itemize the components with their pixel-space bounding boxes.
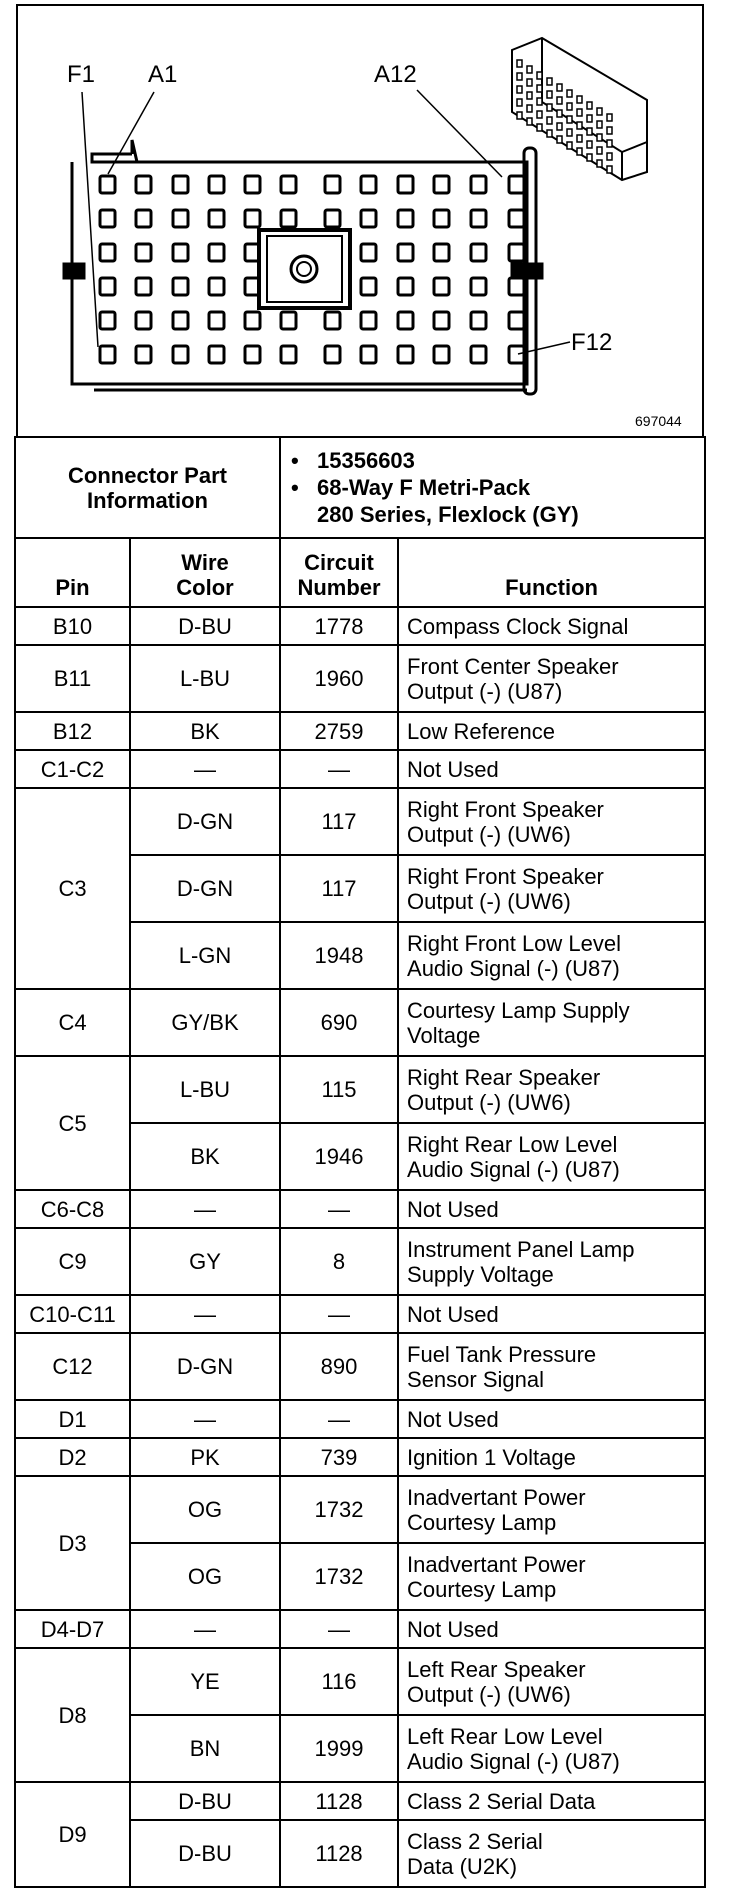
mini-pin xyxy=(537,111,542,118)
mini-connector-icon xyxy=(512,38,647,180)
connector-info-row xyxy=(15,437,705,538)
pin-cavity xyxy=(361,278,376,295)
circuit-number-cell: 1128 xyxy=(280,1820,398,1887)
pin-cavity xyxy=(209,346,224,363)
pin-cavity xyxy=(361,312,376,329)
pin-cavity xyxy=(509,210,524,227)
circuit-number-cell: — xyxy=(280,1295,398,1333)
function-line: Courtesy Lamp xyxy=(407,1576,557,1602)
label-a12: A12 xyxy=(374,61,417,88)
circuit-number-cell: 1946 xyxy=(280,1123,398,1190)
wire-color-cell: L-BU xyxy=(130,645,280,712)
wire-color-cell: — xyxy=(130,1190,280,1228)
mini-pin xyxy=(597,160,602,167)
mini-pin xyxy=(527,118,532,125)
function-cell xyxy=(398,1820,705,1887)
pin-cavity xyxy=(471,176,486,193)
pin-cavity xyxy=(325,176,340,193)
function-line: Right Rear Speaker xyxy=(407,1064,601,1090)
mini-pin xyxy=(527,66,532,73)
connector-diagram xyxy=(16,4,704,436)
function-line: Left Rear Low Level xyxy=(407,1723,603,1749)
mini-pin xyxy=(527,79,532,86)
pin-cavity xyxy=(136,278,151,295)
header-text: Function xyxy=(505,575,598,600)
pin-cell: C10-C11 xyxy=(15,1295,130,1333)
label-a1: A1 xyxy=(148,61,178,88)
mini-pin xyxy=(517,86,522,93)
mini-pin xyxy=(577,122,582,129)
table-row xyxy=(15,1782,705,1820)
wire-color-cell: L-GN xyxy=(130,922,280,989)
pin-cell: D8 xyxy=(15,1648,130,1782)
wire-color-cell: — xyxy=(130,1400,280,1438)
function-line: Instrument Panel Lamp xyxy=(407,1236,635,1262)
connector-description xyxy=(291,474,698,501)
circuit-number-cell: 115 xyxy=(280,1056,398,1123)
function-cell xyxy=(398,788,705,855)
pin-cavity xyxy=(136,210,151,227)
mini-pin xyxy=(597,108,602,115)
mini-pin xyxy=(517,112,522,119)
pin-cavity xyxy=(209,210,224,227)
function-line: Output (-) (UW6) xyxy=(407,1089,571,1115)
pin-cell: D4-D7 xyxy=(15,1610,130,1648)
pin-cell: C3 xyxy=(15,788,130,989)
mini-pin xyxy=(557,136,562,143)
function-line: Fuel Tank Pressure xyxy=(407,1341,597,1367)
function-cell xyxy=(398,922,705,989)
pin-cell: D9 xyxy=(15,1782,130,1887)
mini-pin xyxy=(517,99,522,106)
function-line: Data (U2K) xyxy=(407,1853,518,1879)
function-cell xyxy=(398,855,705,922)
circuit-number-cell: 1999 xyxy=(280,1715,398,1782)
mini-pin xyxy=(607,140,612,147)
center-lock-housing xyxy=(259,230,350,308)
wire-color-cell: D-GN xyxy=(130,788,280,855)
function-line: Inadvertant Power xyxy=(407,1484,586,1510)
pin-cell: D1 xyxy=(15,1400,130,1438)
pin-cavity xyxy=(100,312,115,329)
circuit-number-cell: 1128 xyxy=(280,1782,398,1820)
mini-pin xyxy=(537,72,542,79)
pin-cavity xyxy=(471,244,486,261)
function-line: Inadvertant Power xyxy=(407,1551,586,1577)
mini-pin xyxy=(587,115,592,122)
pin-cell: D3 xyxy=(15,1476,130,1610)
table-row xyxy=(15,712,705,750)
mini-pin xyxy=(547,117,552,124)
connector-info-label xyxy=(15,437,280,538)
pin-cavity xyxy=(509,244,524,261)
pin-cavity xyxy=(173,244,188,261)
header-text: Pin xyxy=(55,575,90,600)
mini-pin xyxy=(577,135,582,142)
table-row xyxy=(15,1056,705,1123)
mini-pin xyxy=(567,90,572,97)
pin-cavity xyxy=(100,244,115,261)
connector-info-details xyxy=(280,437,705,538)
connector-info-label-line: Information xyxy=(87,487,208,513)
pin-cavity xyxy=(398,176,413,193)
wire-color-cell: BK xyxy=(130,1123,280,1190)
connector-pinout-table xyxy=(14,436,706,1888)
mini-pin xyxy=(567,116,572,123)
function-line: Not Used xyxy=(407,1616,499,1642)
pin-cavity xyxy=(209,176,224,193)
function-line: Low Reference xyxy=(407,718,555,744)
function-line: Not Used xyxy=(407,1406,499,1432)
mini-pin xyxy=(517,73,522,80)
function-cell xyxy=(398,1438,705,1476)
part-number-text: 15356603 xyxy=(317,448,415,473)
pin-cavity xyxy=(281,346,296,363)
mini-pin xyxy=(577,109,582,116)
mini-pin xyxy=(557,123,562,130)
wire-color-cell: — xyxy=(130,750,280,788)
mini-pin xyxy=(547,130,552,137)
circuit-number-cell: 117 xyxy=(280,788,398,855)
mini-pin xyxy=(607,166,612,173)
mini-pin xyxy=(537,85,542,92)
table-row xyxy=(15,645,705,712)
wire-color-cell: D-BU xyxy=(130,1820,280,1887)
pin-cell: C6-C8 xyxy=(15,1190,130,1228)
pin-cell: B12 xyxy=(15,712,130,750)
function-cell xyxy=(398,1610,705,1648)
function-line: Courtesy Lamp Supply xyxy=(407,997,630,1023)
pin-cavity xyxy=(136,244,151,261)
pin-cavity xyxy=(471,312,486,329)
mini-pin xyxy=(547,104,552,111)
wire-color-cell: D-BU xyxy=(130,607,280,645)
header-text: Color xyxy=(176,575,234,600)
function-cell xyxy=(398,1648,705,1715)
pin-cavity xyxy=(136,176,151,193)
pin-cavity xyxy=(398,210,413,227)
bullet: • xyxy=(291,448,299,473)
function-line: Sensor Signal xyxy=(407,1366,544,1392)
mini-pin xyxy=(557,84,562,91)
table-row xyxy=(15,1228,705,1295)
pin-cavity xyxy=(398,244,413,261)
circuit-number-cell: 117 xyxy=(280,855,398,922)
table-row xyxy=(15,1476,705,1543)
pin-cavity xyxy=(245,346,260,363)
pin-cavity xyxy=(471,278,486,295)
mini-pin xyxy=(597,134,602,141)
pin-cavity xyxy=(136,312,151,329)
description-line: 280 Series, Flexlock (GY) xyxy=(317,502,579,527)
header-wire-color xyxy=(130,538,280,607)
pin-cavity xyxy=(434,346,449,363)
function-line: Right Front Speaker xyxy=(407,796,604,822)
circuit-number-cell: — xyxy=(280,1400,398,1438)
circuit-number-cell: 1732 xyxy=(280,1543,398,1610)
circuit-number-cell: 8 xyxy=(280,1228,398,1295)
function-line: Class 2 Serial xyxy=(407,1828,543,1854)
function-cell xyxy=(398,1715,705,1782)
circuit-number-cell: 690 xyxy=(280,989,398,1056)
description-line: 68-Way F Metri-Pack xyxy=(317,475,531,500)
pin-cavity xyxy=(173,210,188,227)
function-cell xyxy=(398,1295,705,1333)
pin-cavity xyxy=(209,278,224,295)
function-cell xyxy=(398,750,705,788)
pin-cavity xyxy=(361,210,376,227)
wire-color-cell: — xyxy=(130,1610,280,1648)
pin-cavity xyxy=(434,244,449,261)
mini-pin xyxy=(597,121,602,128)
wire-color-cell: BK xyxy=(130,712,280,750)
function-line: Right Front Speaker xyxy=(407,863,604,889)
wire-color-cell: OG xyxy=(130,1476,280,1543)
wire-color-cell: PK xyxy=(130,1438,280,1476)
pin-cavity xyxy=(361,346,376,363)
function-cell xyxy=(398,1476,705,1543)
pin-cavity xyxy=(325,210,340,227)
figure-id: 697044 xyxy=(635,413,682,429)
pin-cavity xyxy=(471,210,486,227)
pin-cavity xyxy=(100,346,115,363)
mini-pin xyxy=(577,148,582,155)
mini-pin xyxy=(597,147,602,154)
pin-cell: D2 xyxy=(15,1438,130,1476)
circuit-number-cell: 1948 xyxy=(280,922,398,989)
mini-pin xyxy=(607,127,612,134)
pin-cavity xyxy=(100,176,115,193)
wire-color-cell: D-GN xyxy=(130,855,280,922)
function-cell xyxy=(398,1056,705,1123)
function-line: Right Front Low Level xyxy=(407,930,622,956)
function-cell xyxy=(398,712,705,750)
function-cell xyxy=(398,645,705,712)
label-f12: F12 xyxy=(571,329,613,356)
pin-cavity xyxy=(281,312,296,329)
pin-cavity xyxy=(245,312,260,329)
pin-cell: C4 xyxy=(15,989,130,1056)
connector-info-label-line: Connector Part xyxy=(68,462,227,488)
table-row xyxy=(15,1190,705,1228)
mini-pin xyxy=(567,142,572,149)
header-function xyxy=(398,538,705,607)
function-line: Audio Signal (-) (U87) xyxy=(407,1748,620,1774)
wire-color-cell: D-GN xyxy=(130,1333,280,1400)
header-text: Number xyxy=(297,575,381,600)
circuit-number-cell: — xyxy=(280,1190,398,1228)
mini-pin xyxy=(567,129,572,136)
wire-color-cell: GY xyxy=(130,1228,280,1295)
pin-cavity xyxy=(173,346,188,363)
circuit-number-cell: 1778 xyxy=(280,607,398,645)
pin-cavity xyxy=(136,346,151,363)
function-line: Compass Clock Signal xyxy=(407,613,629,639)
function-line: Left Rear Speaker xyxy=(407,1656,586,1682)
connector-face-drawing xyxy=(2,2,736,442)
bullet: • xyxy=(291,475,299,500)
pin-cell: C9 xyxy=(15,1228,130,1295)
function-line: Output (-) (U87) xyxy=(407,678,563,704)
pin-cavity xyxy=(398,278,413,295)
pin-cavity xyxy=(281,210,296,227)
pin-cavity xyxy=(398,346,413,363)
mini-pin xyxy=(557,97,562,104)
function-line: Output (-) (UW6) xyxy=(407,821,571,847)
mini-pin xyxy=(587,154,592,161)
circuit-number-cell: 1732 xyxy=(280,1476,398,1543)
pin-cavity xyxy=(209,244,224,261)
pin-cavity xyxy=(173,312,188,329)
pin-cavity xyxy=(509,312,524,329)
part-number xyxy=(291,447,698,474)
table-row xyxy=(15,1648,705,1715)
table-row xyxy=(15,989,705,1056)
circuit-number-cell: 890 xyxy=(280,1333,398,1400)
header-text: Circuit xyxy=(304,550,374,575)
pin-cavity xyxy=(325,346,340,363)
pin-cell: B10 xyxy=(15,607,130,645)
pin-cavity xyxy=(281,176,296,193)
function-line: Output (-) (UW6) xyxy=(407,1681,571,1707)
function-line: Not Used xyxy=(407,1301,499,1327)
wire-color-cell: OG xyxy=(130,1543,280,1610)
function-line: Supply Voltage xyxy=(407,1261,554,1287)
circuit-number-cell: — xyxy=(280,1610,398,1648)
pin-cavity xyxy=(509,346,524,363)
table-row xyxy=(15,750,705,788)
function-cell xyxy=(398,1228,705,1295)
pin-cell: C5 xyxy=(15,1056,130,1190)
function-cell xyxy=(398,1400,705,1438)
mini-pin xyxy=(517,60,522,67)
table-row xyxy=(15,1438,705,1476)
table-row xyxy=(15,1610,705,1648)
function-cell xyxy=(398,1543,705,1610)
wire-color-cell: GY/BK xyxy=(130,989,280,1056)
circuit-number-cell: 739 xyxy=(280,1438,398,1476)
mini-pin xyxy=(587,128,592,135)
pin-cavity xyxy=(434,176,449,193)
function-cell xyxy=(398,1123,705,1190)
mini-pin xyxy=(587,141,592,148)
function-line: Class 2 Serial Data xyxy=(407,1788,596,1814)
table-header-row xyxy=(15,538,705,607)
function-cell xyxy=(398,1190,705,1228)
label-f1: F1 xyxy=(67,61,96,88)
header-text: Wire xyxy=(181,550,229,575)
pin-cavity xyxy=(173,278,188,295)
function-line: Audio Signal (-) (U87) xyxy=(407,1156,620,1182)
mini-pin xyxy=(557,110,562,117)
wire-color-cell: — xyxy=(130,1295,280,1333)
function-cell xyxy=(398,607,705,645)
pin-cavity xyxy=(361,176,376,193)
pin-cavity xyxy=(471,346,486,363)
table-row xyxy=(15,1400,705,1438)
function-line: Courtesy Lamp xyxy=(407,1509,557,1535)
mini-pin xyxy=(537,98,542,105)
function-line: Audio Signal (-) (U87) xyxy=(407,955,620,981)
pin-cavity xyxy=(434,210,449,227)
mini-pin xyxy=(577,96,582,103)
function-line: Output (-) (UW6) xyxy=(407,888,571,914)
pin-cavity xyxy=(209,312,224,329)
circuit-number-cell: — xyxy=(280,750,398,788)
pin-cavity xyxy=(434,278,449,295)
wire-color-cell: YE xyxy=(130,1648,280,1715)
mini-pin xyxy=(537,124,542,131)
pin-cavity xyxy=(509,176,524,193)
mini-pin xyxy=(607,153,612,160)
circuit-number-cell: 2759 xyxy=(280,712,398,750)
circuit-number-cell: 1960 xyxy=(280,645,398,712)
pin-cavity xyxy=(325,312,340,329)
pin-cavity xyxy=(398,312,413,329)
pin-cavity xyxy=(245,210,260,227)
mini-pin xyxy=(567,103,572,110)
mini-pin xyxy=(607,114,612,121)
pin-cell: C12 xyxy=(15,1333,130,1400)
wire-color-cell: BN xyxy=(130,1715,280,1782)
table-row xyxy=(15,1333,705,1400)
circuit-number-cell: 116 xyxy=(280,1648,398,1715)
pin-cavity xyxy=(100,210,115,227)
pin-cavity xyxy=(361,244,376,261)
pin-cell: B11 xyxy=(15,645,130,712)
header-pin xyxy=(15,538,130,607)
pin-cavity xyxy=(509,278,524,295)
function-line: Ignition 1 Voltage xyxy=(407,1444,576,1470)
wire-color-cell: L-BU xyxy=(130,1056,280,1123)
mini-pin xyxy=(547,78,552,85)
function-line: Not Used xyxy=(407,756,499,782)
mini-pin xyxy=(527,92,532,99)
function-cell xyxy=(398,989,705,1056)
function-line: Right Rear Low Level xyxy=(407,1131,618,1157)
header-circuit-number xyxy=(280,538,398,607)
table-row xyxy=(15,788,705,855)
pin-cell: C1-C2 xyxy=(15,750,130,788)
mini-pin xyxy=(587,102,592,109)
pin-cavity xyxy=(173,176,188,193)
mini-pin xyxy=(547,91,552,98)
function-cell xyxy=(398,1333,705,1400)
pin-cavity xyxy=(100,278,115,295)
pin-cavity xyxy=(434,312,449,329)
table-row xyxy=(15,1295,705,1333)
function-cell xyxy=(398,1782,705,1820)
function-line: Not Used xyxy=(407,1196,499,1222)
function-line: Front Center Speaker xyxy=(407,653,619,679)
mini-pin xyxy=(527,105,532,112)
wire-color-cell: D-BU xyxy=(130,1782,280,1820)
table-row xyxy=(15,607,705,645)
pin-cavity xyxy=(245,176,260,193)
function-line: Voltage xyxy=(407,1022,481,1048)
